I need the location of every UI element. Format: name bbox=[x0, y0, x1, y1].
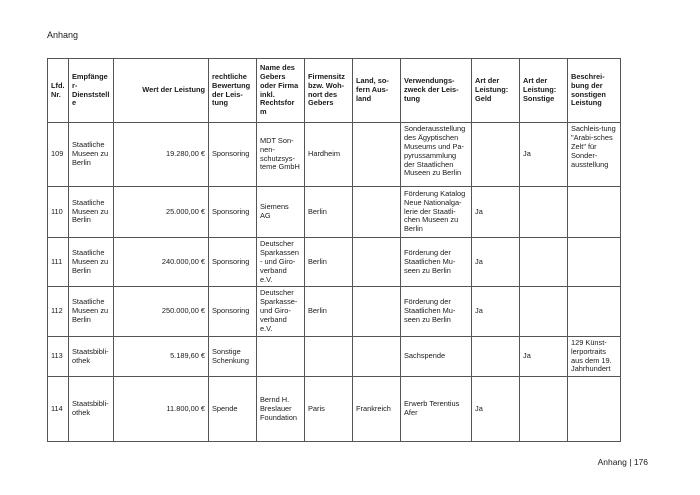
cell-geld bbox=[472, 336, 520, 377]
cell-sitz: Paris bbox=[305, 377, 353, 442]
cell-wert: 250.000,00 € bbox=[114, 287, 209, 336]
header-geld: Art der Leistung: Geld bbox=[472, 59, 520, 123]
cell-geber: Deutscher Sparkasse- und Giro-verband e.V. bbox=[257, 287, 305, 336]
cell-bewertung: Sponsoring bbox=[209, 287, 257, 336]
header-sonstige: Art der Leistung: Sonstige bbox=[520, 59, 568, 123]
cell-sonstige bbox=[520, 287, 568, 336]
cell-nr: 113 bbox=[48, 336, 69, 377]
cell-sonstige bbox=[520, 238, 568, 287]
cell-geld: Ja bbox=[472, 187, 520, 238]
cell-empfaenger: Staatsbibli-othek bbox=[69, 336, 114, 377]
table-row bbox=[48, 377, 621, 442]
cell-sonstige: Ja bbox=[520, 336, 568, 377]
cell-beschreibung: Sachleis-tung "Arabi-sches Zelt" für Sonder-ausstellung bbox=[568, 123, 621, 187]
cell-empfaenger: Staatliche Museen zu Berlin bbox=[69, 238, 114, 287]
donations-table bbox=[47, 58, 621, 442]
cell-sitz: Hardheim bbox=[305, 123, 353, 187]
cell-geber: Bernd H. Breslauer Foundation bbox=[257, 377, 305, 442]
cell-zweck: Sachspende bbox=[401, 336, 472, 377]
cell-geber: Siemens AG bbox=[257, 187, 305, 238]
cell-bewertung: Spende bbox=[209, 377, 257, 442]
cell-land bbox=[353, 123, 401, 187]
cell-zweck: Sonderausstellung des Ägyptischen Museums und Pa-pyrussammlung der Staatlichen Museen zu Berlin bbox=[401, 123, 472, 187]
cell-geber: Deutscher Sparkassen- und Giro-verband e.V. bbox=[257, 238, 305, 287]
cell-wert: 11.800,00 € bbox=[114, 377, 209, 442]
page-footer: Anhang | 176 bbox=[597, 457, 648, 467]
table-row bbox=[48, 187, 621, 238]
cell-zweck: Förderung Katalog Neue Nationalga-lerie der Staatli-chen Museen zu Berlin bbox=[401, 187, 472, 238]
cell-bewertung: Sponsoring bbox=[209, 187, 257, 238]
header-empfaenger: Empfänger-Dienststelle bbox=[69, 59, 114, 123]
cell-nr: 109 bbox=[48, 123, 69, 187]
cell-bewertung: Sponsoring bbox=[209, 238, 257, 287]
cell-land bbox=[353, 238, 401, 287]
cell-beschreibung bbox=[568, 238, 621, 287]
cell-geber bbox=[257, 336, 305, 377]
header-geber: Name des Gebers oder Firma inkl. Rechtsform bbox=[257, 59, 305, 123]
cell-sonstige: Ja bbox=[520, 123, 568, 187]
cell-empfaenger: Staatliche Museen zu Berlin bbox=[69, 287, 114, 336]
cell-wert: 19.280,00 € bbox=[114, 123, 209, 187]
header-zweck: Verwendungs-zweck der Leis-tung bbox=[401, 59, 472, 123]
cell-bewertung: Sponsoring bbox=[209, 123, 257, 187]
cell-beschreibung bbox=[568, 377, 621, 442]
cell-nr: 114 bbox=[48, 377, 69, 442]
cell-geber: MDT Son-nen-schutzsys-teme GmbH bbox=[257, 123, 305, 187]
table-row bbox=[48, 336, 621, 377]
cell-nr: 112 bbox=[48, 287, 69, 336]
cell-land bbox=[353, 287, 401, 336]
cell-sitz: Berlin bbox=[305, 187, 353, 238]
header-sitz: Firmensitz bzw. Woh-nort des Gebers bbox=[305, 59, 353, 123]
cell-land: Frankreich bbox=[353, 377, 401, 442]
cell-sonstige bbox=[520, 187, 568, 238]
cell-empfaenger: Staatliche Museen zu Berlin bbox=[69, 123, 114, 187]
header-beschreibung: Beschrei-bung der sonstigen Leistung bbox=[568, 59, 621, 123]
cell-geld: Ja bbox=[472, 377, 520, 442]
table-row bbox=[48, 238, 621, 287]
cell-empfaenger: Staatsbibli-othek bbox=[69, 377, 114, 442]
cell-beschreibung bbox=[568, 187, 621, 238]
cell-wert: 25.000,00 € bbox=[114, 187, 209, 238]
cell-wert: 240.000,00 € bbox=[114, 238, 209, 287]
cell-nr: 110 bbox=[48, 187, 69, 238]
cell-zweck: Förderung der Staatlichen Mu-seen zu Berlin bbox=[401, 287, 472, 336]
cell-beschreibung: 129 Künst-lerportraits aus dem 19. Jahrhundert bbox=[568, 336, 621, 377]
cell-geld bbox=[472, 123, 520, 187]
cell-wert: 5.189,60 € bbox=[114, 336, 209, 377]
header-land: Land, so-fern Aus-land bbox=[353, 59, 401, 123]
cell-beschreibung bbox=[568, 287, 621, 336]
table-row bbox=[48, 287, 621, 336]
cell-zweck: Erwerb Terentius Afer bbox=[401, 377, 472, 442]
header-row bbox=[48, 59, 621, 123]
cell-land bbox=[353, 187, 401, 238]
cell-sonstige bbox=[520, 377, 568, 442]
cell-land bbox=[353, 336, 401, 377]
cell-sitz: Berlin bbox=[305, 238, 353, 287]
cell-zweck: Förderung der Staatlichen Mu-seen zu Berlin bbox=[401, 238, 472, 287]
cell-nr: 111 bbox=[48, 238, 69, 287]
header-bewertung: rechtliche Bewertung der Leis-tung bbox=[209, 59, 257, 123]
cell-empfaenger: Staatliche Museen zu Berlin bbox=[69, 187, 114, 238]
cell-bewertung: Sonstige Schenkung bbox=[209, 336, 257, 377]
cell-sitz bbox=[305, 336, 353, 377]
cell-geld: Ja bbox=[472, 287, 520, 336]
cell-sitz: Berlin bbox=[305, 287, 353, 336]
cell-geld: Ja bbox=[472, 238, 520, 287]
page-header: Anhang bbox=[47, 30, 79, 40]
header-wert: Wert der Leistung bbox=[114, 59, 209, 123]
table-row bbox=[48, 123, 621, 187]
header-nr: Lfd. Nr. bbox=[48, 59, 69, 123]
